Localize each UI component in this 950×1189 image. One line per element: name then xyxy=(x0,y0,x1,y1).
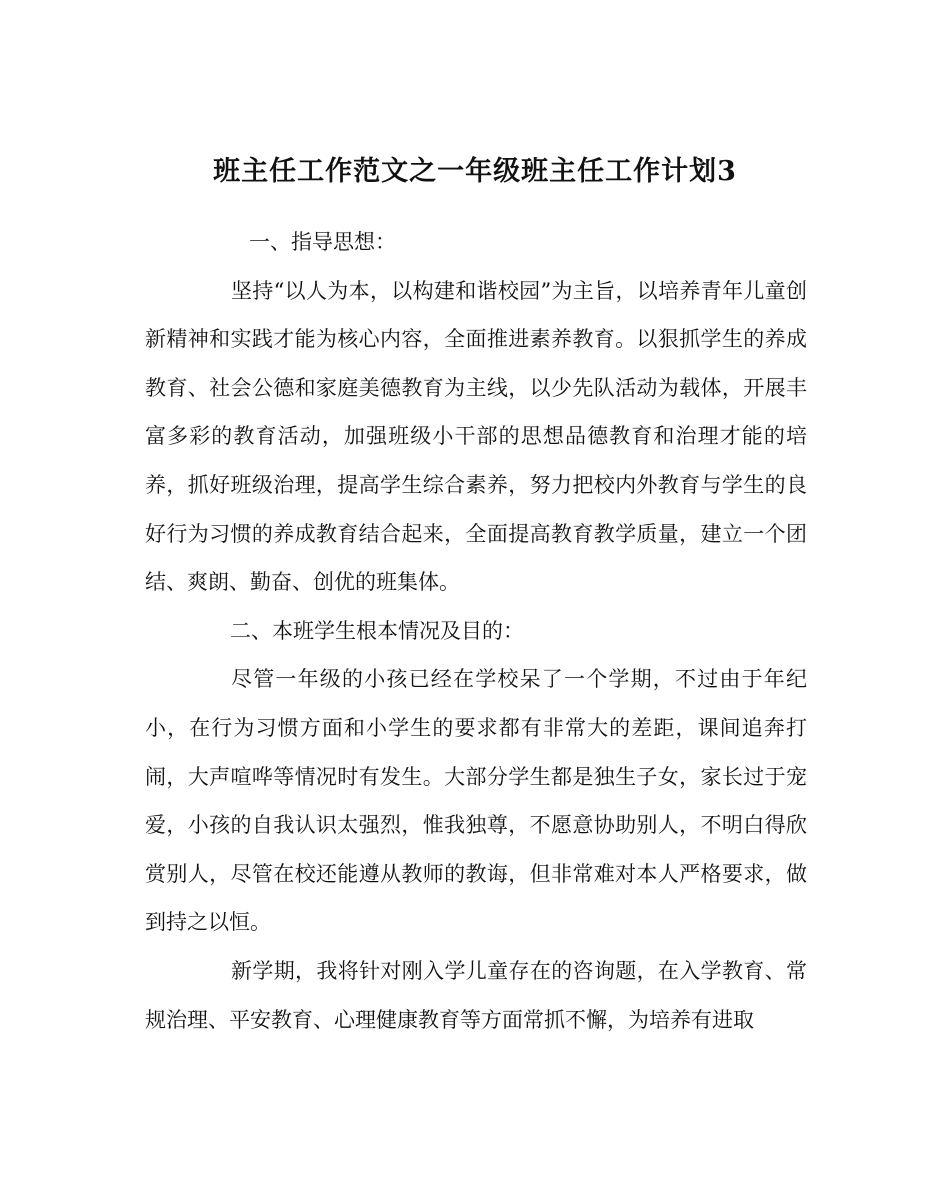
document-body xyxy=(145,218,807,1044)
section-heading-guiding-thought: 一、指导思想： xyxy=(249,230,396,254)
paragraph-new-semester: 新学期，我将针对刚入学儿童存在的咨询题，在入学教育、常规治理、平安教育、心理健康教育等方面常抓不懈，为培养有进取 xyxy=(145,958,807,1032)
document-title: 班主任工作范文之一年级班主任工作计划3 xyxy=(213,156,737,188)
paragraph-guiding-thought: 坚持“以人为本，以构建和谐校园”为主旨，以培养青年儿童创新精神和实践才能为核心内容，全面推进素养教育。以狠抓学生的养成教育、社会公德和家庭美德教育为主线，以少先队活动为载体，开展丰富多彩的教育活动，加强班级小干部的思想品德教育和治理才能的培养，抓好班级治理，提高学生综合素养，努力把校内外教育与学生的良好行为习惯的养成教育结合起来，全面提高教育教学质量，建立一个团结、爽朗、勤奋、创优的班集体。 xyxy=(145,278,807,595)
paragraph-class-situation: 尽管一年级的小孩已经在学校呆了一个学期，不过由于年纪小，在行为习惯方面和小学生的要求都有非常大的差距，课间追奔打闹，大声喧哗等情况时有发生。大部分学生都是独生子女，家长过于宠爱，小孩的自我认识太强烈，惟我独尊，不愿意协助别人，不明白得欣赏别人，尽管在校还能遵从教师的教诲，但非常难对本人严格要求，做到持之以恒。 xyxy=(145,667,807,935)
section-heading-class-situation: 二、本班学生根本情况及目的： xyxy=(230,618,524,643)
